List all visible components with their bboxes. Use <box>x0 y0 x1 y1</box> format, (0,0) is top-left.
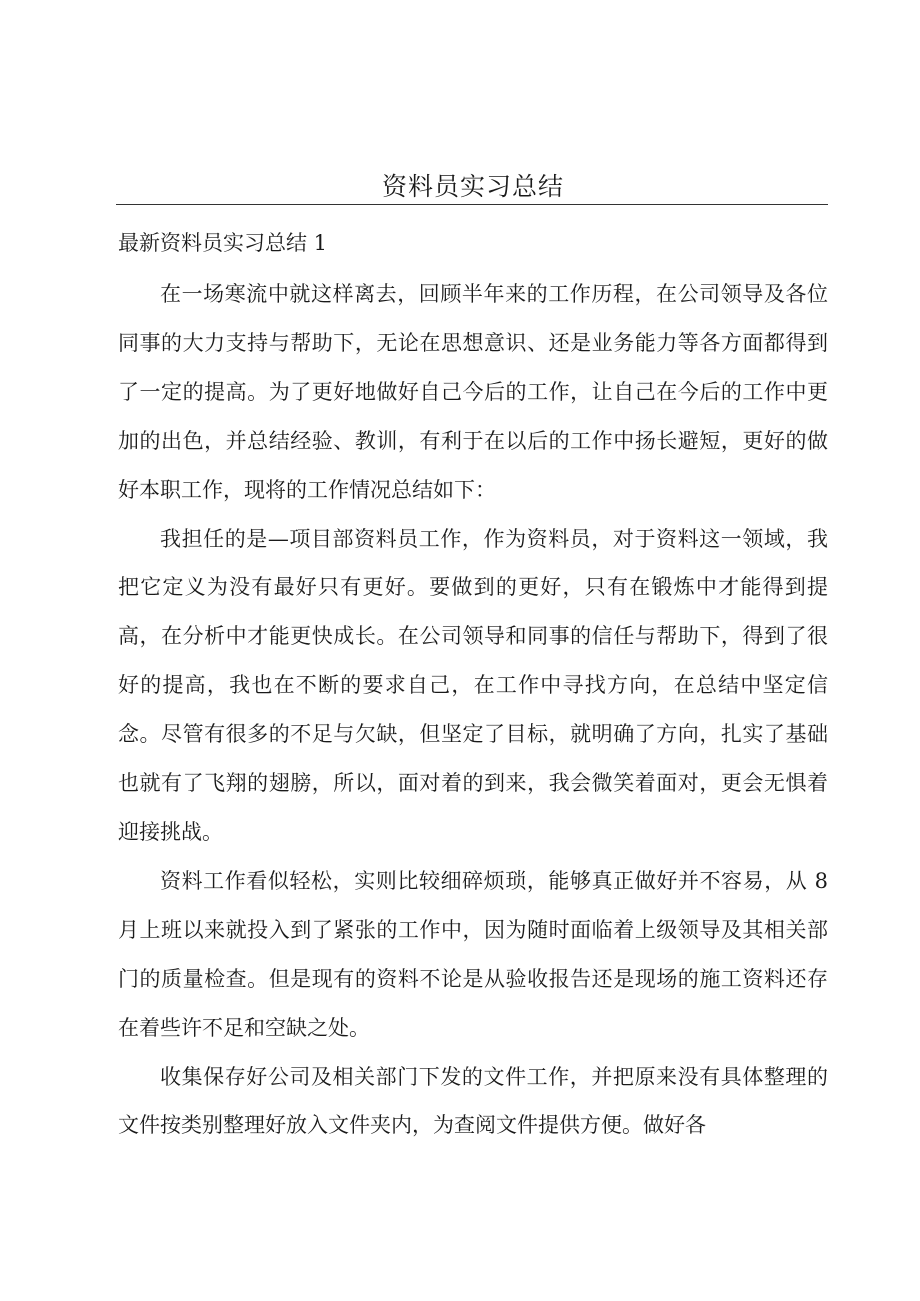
document-body <box>118 270 828 1150</box>
title-underline-divider <box>116 204 828 205</box>
document-title: 资料员实习总结 <box>381 172 564 201</box>
body-paragraph-3: 资料工作看似轻松，实则比较细碎烦琐，能够真正做好并不容易，从 8 月上班以来就投入到了紧张的工作中，因为随时面临着上级领导及其相关部门的质量检查。但是现有的资料不论是从验收报告还是现场的施工资料还存在着些许不足和空缺之处。 <box>118 868 828 1040</box>
body-paragraph-4: 收集保存好公司及相关部门下发的文件工作，并把原来没有具体整理的文件按类别整理好放入文件夹内，为查阅文件提供方便。做好各 <box>118 1064 828 1138</box>
body-paragraph-1: 在一场寒流中就这样离去，回顾半年来的工作历程，在公司领导及各位同事的大力支持与帮助下，无论在思想意识、还是业务能力等各方面都得到了一定的提高。为了更好地做好自己今后的工作，让自己在今后的工作中更加的出色，并总结经验、教训，有利于在以后的工作中扬长避短，更好的做好本职工作，现将的工作情况总结如下： <box>118 282 828 502</box>
body-paragraph-2: 我担任的是—项目部资料员工作，作为资料员，对于资料这一领域，我把它定义为没有最好只有更好。要做到的更好，只有在锻炼中才能得到提高，在分析中才能更快成长。在公司领导和同事的信任与帮助下，得到了很好的提高，我也在不断的要求自己，在工作中寻找方向，在总结中坚定信念。尽管有很多的不足与欠缺，但坚定了目标，就明确了方向，扎实了基础也就有了飞翔的翅膀，所以，面对着的到来，我会微笑着面对，更会无惧着迎接挑战。 <box>118 526 828 844</box>
section-heading: 最新资料员实习总结 1 <box>118 231 328 255</box>
